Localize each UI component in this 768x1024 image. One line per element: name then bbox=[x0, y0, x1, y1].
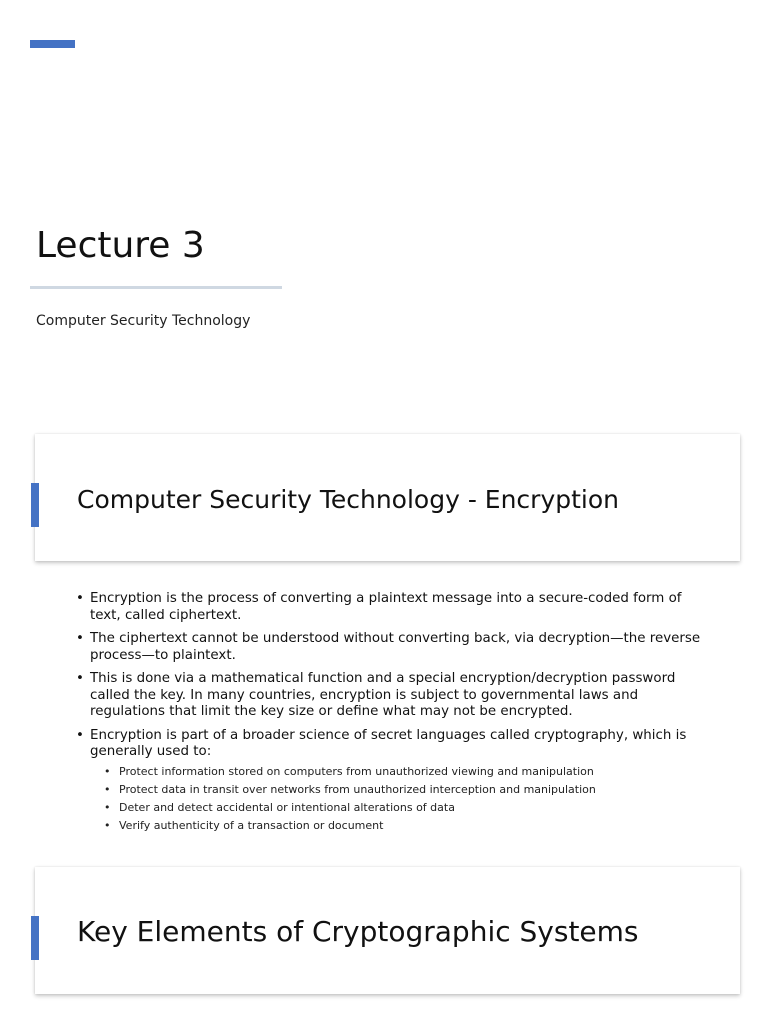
header-accent-bar bbox=[31, 916, 39, 960]
bullet-item: • The ciphertext cannot be understood without converting back, via decryption—the reverse process—to plaintext. bbox=[76, 631, 716, 664]
header-accent-bar bbox=[31, 483, 39, 527]
sub-bullet-item: • Deter and detect accidental or intentional alterations of data bbox=[90, 799, 716, 817]
key-elements-slide-header bbox=[35, 867, 740, 994]
sub-bullet-item: • Verify authenticity of a transaction or document bbox=[90, 817, 716, 835]
sub-bullet-item: • Protect information stored on computers from unauthorized viewing and manipulation bbox=[90, 763, 716, 781]
sub-bullet-list bbox=[90, 763, 716, 835]
key-elements-slide-title: Key Elements of Cryptographic Systems bbox=[77, 915, 639, 948]
encryption-bullet-list bbox=[76, 591, 716, 842]
title-accent-bar bbox=[30, 40, 75, 48]
title-divider bbox=[30, 286, 282, 289]
sub-bullet-item: • Protect data in transit over networks from unauthorized interception and manipulation bbox=[90, 781, 716, 799]
lecture-title: Lecture 3 bbox=[36, 225, 205, 266]
lecture-subtitle: Computer Security Technology bbox=[36, 313, 251, 329]
bullet-item: • Encryption is the process of converting a plaintext message into a secure-coded form of text, called ciphertext. bbox=[76, 591, 716, 624]
bullet-text: Encryption is part of a broader science of secret languages called cryptography, which is generally used to: bbox=[90, 727, 687, 759]
encryption-slide-header bbox=[35, 434, 740, 561]
bullet-item-with-subs bbox=[76, 728, 716, 835]
encryption-slide-title: Computer Security Technology - Encryption bbox=[77, 485, 620, 514]
bullet-item: • This is done via a mathematical function and a special encryption/decryption password called the key. In many countries, encryption is subject to governmental laws and regulations that limit the key size or define what may not be encrypted. bbox=[76, 671, 716, 721]
